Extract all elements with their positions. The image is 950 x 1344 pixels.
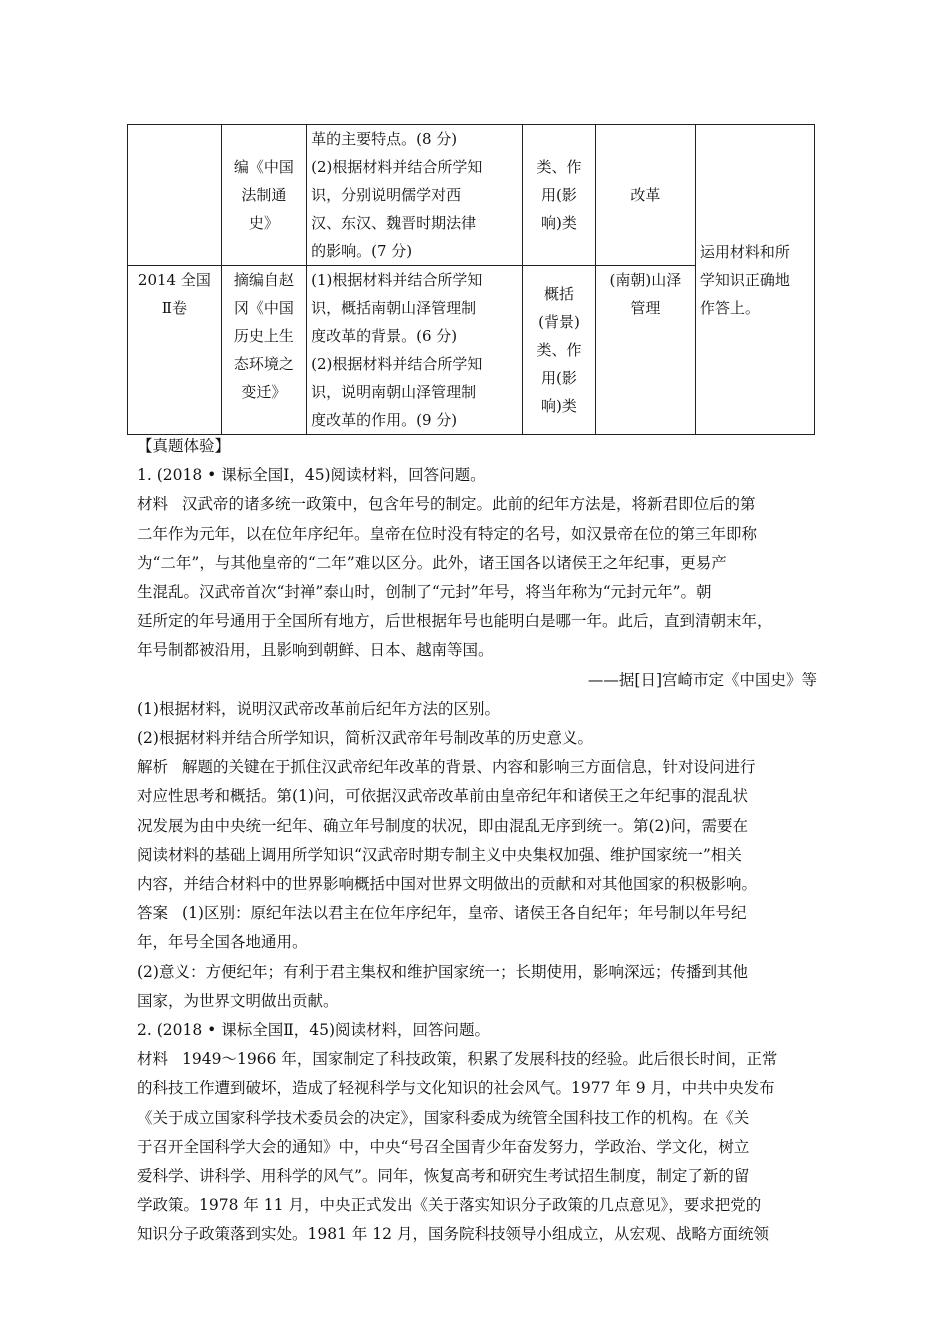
type-line: 类、作 (536, 158, 582, 176)
question-type-cell (523, 266, 596, 435)
source-line: 冈《中国 (233, 299, 294, 317)
question-2-heading: 2. (2018 • 课标全国Ⅱ，45)阅读材料，回答问题。 (137, 1021, 491, 1040)
question-line: 识，分别说明儒学对西 (311, 186, 462, 204)
source-line: 史》 (248, 214, 279, 232)
table-row (128, 125, 815, 266)
requirement-line: 学知识正确地 (699, 270, 790, 289)
material-line: 的科技工作遭到破坏，造成了轻视科学与文化知识的社会风气。1977 年 9 月，中共中央发布 (137, 1079, 775, 1098)
material-paragraph (137, 1045, 817, 1074)
source-line: 摘编自赵 (233, 271, 294, 289)
question-line: (2)根据材料并结合所学知 (311, 158, 483, 176)
type-line: 响)类 (541, 214, 577, 232)
material-line: 《关于成立国家科学技术委员会的决定》，国家科委成为统管全国科技工作的机构。在《关 (137, 1108, 750, 1127)
question-line: 的影响。(7 分) (311, 242, 413, 260)
analysis-line: 对应性思考和概括。第(1)问，可依据汉武帝改革前由皇帝纪年和诸侯王之年纪事的混乱状 (137, 787, 748, 806)
material-line: 生混乱。汉武帝首次“封禅”泰山时，创制了“元封”年号，将当年称为“元封元年”。朝 (137, 583, 712, 602)
topic-line: (南朝)山泽 (609, 271, 682, 289)
source-line: 法制通 (241, 186, 287, 204)
topic-text: 改革 (630, 186, 661, 204)
answer-paragraph (137, 899, 817, 928)
material-line: 汉武帝的诸多统一政策中，包含年号的制定。此前的纪年方法是，将新君即位后的第 (182, 495, 756, 514)
analysis-line: 况发展为由中央统一纪年、确立年号制度的状况，即由混乱无序到统一。第(2)问，需要在 (137, 816, 748, 835)
topic-line: 管理 (630, 299, 661, 317)
source-line: 态环境之 (233, 355, 294, 373)
type-line: (背景) (538, 313, 580, 331)
material-paragraph (137, 490, 817, 519)
type-line: 用(影 (541, 369, 577, 387)
type-line: 类、作 (536, 341, 582, 359)
material-line: 廷所定的年号通用于全国所有地方，后世根据年号也能明白是哪一年。此后，直到清朝末年， (137, 612, 773, 631)
answer-label: 答案 (137, 904, 169, 923)
answer-line: 国家，为世界文明做出贡献。 (137, 991, 339, 1010)
source-line: 编《中国 (233, 158, 294, 176)
exam-analysis-table (127, 124, 815, 435)
question-line: 识，概括南朝山泽管理制 (311, 299, 477, 317)
material-line: 为“二年”，与其他皇帝的“二年”难以区分。此外，诸王国各以诸侯王之年纪事，更易产 (137, 553, 727, 572)
question-cell (307, 125, 523, 266)
analysis-line: 解题的关键在于抓住汉武帝纪年改革的背景、内容和影响三方面信息，针对设问进行 (182, 758, 756, 777)
topic-cell (595, 125, 695, 266)
source-line: 历史上生 (233, 327, 294, 345)
citation: ——据[日]宫崎市定《中国史》等 (587, 670, 817, 689)
answer-line: 年，年号全国各地通用。 (137, 933, 308, 952)
question-line: 识，说明南朝山泽管理制 (311, 383, 477, 401)
document-body (137, 432, 817, 1250)
analysis-paragraph (137, 753, 817, 782)
material-line: 1949～1966 年，国家制定了科技政策，积累了发展科技的经验。此后很长时间，正常 (182, 1050, 778, 1069)
source-cell (221, 266, 306, 435)
material-line: 于召开全国科学大会的通知》中，中央“号召全国青少年奋发努力，学政治、学文化，树立 (137, 1137, 750, 1156)
question-line: (2)根据材料并结合所学知 (311, 355, 483, 373)
year-cell (128, 266, 222, 435)
material-line: 知识分子政策落到实处。1981 年 12 月，国务院科技领导小组成立，从宏观、战略方面统领 (137, 1225, 769, 1244)
year-line: 2014 全国 (137, 271, 211, 289)
sub-question-1: (1)根据材料，说明汉武帝改革前后纪年方法的区别。 (137, 699, 500, 718)
analysis-line: 内容，并结合材料中的世界影响概括中国对世界文明做出的贡献和对其他国家的积极影响。 (137, 875, 758, 894)
material-label: 材料 (137, 495, 169, 514)
analysis-label: 解析 (137, 758, 169, 777)
question-line: 汉、东汉、魏晋时期法律 (311, 214, 477, 232)
sub-question-2: (2)根据材料并结合所学知识，简析汉武帝年号制改革的历史意义。 (137, 729, 593, 748)
material-line: 年号制都被沿用，且影响到朝鲜、日本、越南等国。 (137, 641, 494, 660)
year-cell (128, 125, 222, 266)
source-line: 变迁》 (241, 383, 287, 401)
question-line: 度改革的作用。(9 分) (311, 411, 458, 429)
requirement-line: 运用材料和所 (699, 242, 790, 261)
section-title: 【真题体验】 (137, 437, 231, 455)
material-line: 爱科学、讲科学、用科学的风气”。同年，恢复高考和研究生考试招生制度，制定了新的留 (137, 1167, 750, 1186)
requirement-line: 作答上。 (699, 298, 760, 317)
material-line: 二年作为元年，以在位年序纪年。皇帝在位时没有特定的名号，如汉景帝在位的第三年即称 (137, 524, 758, 543)
analysis-line: 阅读材料的基础上调用所学知识“汉武帝时期专制主义中央集权加强、维护国家统一”相关 (137, 845, 742, 864)
type-line: 响)类 (541, 397, 577, 415)
topic-cell (595, 266, 695, 435)
question-cell (307, 266, 523, 435)
answer-line: (1)区别：原纪年法以君主在位年序纪年，皇帝、诸侯王各自纪年；年号制以年号纪 (182, 904, 747, 923)
question-line: (1)根据材料并结合所学知 (311, 271, 483, 289)
type-line: 用(影 (541, 186, 577, 204)
question-1-heading: 1. (2018 • 课标全国Ⅰ，45)阅读材料，回答问题。 (137, 466, 486, 485)
question-line: 度改革的背景。(6 分) (311, 327, 458, 345)
question-type-cell (523, 125, 596, 266)
material-line: 学政策。1978 年 11 月，中央正式发出《关于落实知识分子政策的几点意见》，要求把党的 (137, 1196, 762, 1215)
requirement-cell (695, 125, 814, 435)
year-line: Ⅱ卷 (161, 299, 187, 317)
material-label: 材料 (137, 1050, 169, 1069)
question-line: 革的主要特点。(8 分) (311, 130, 458, 148)
source-cell (221, 125, 306, 266)
answer-line: (2)意义：方便纪年；有利于君主集权和维护国家统一；长期使用，影响深远；传播到其他 (137, 962, 748, 981)
type-line: 概括 (543, 285, 574, 303)
